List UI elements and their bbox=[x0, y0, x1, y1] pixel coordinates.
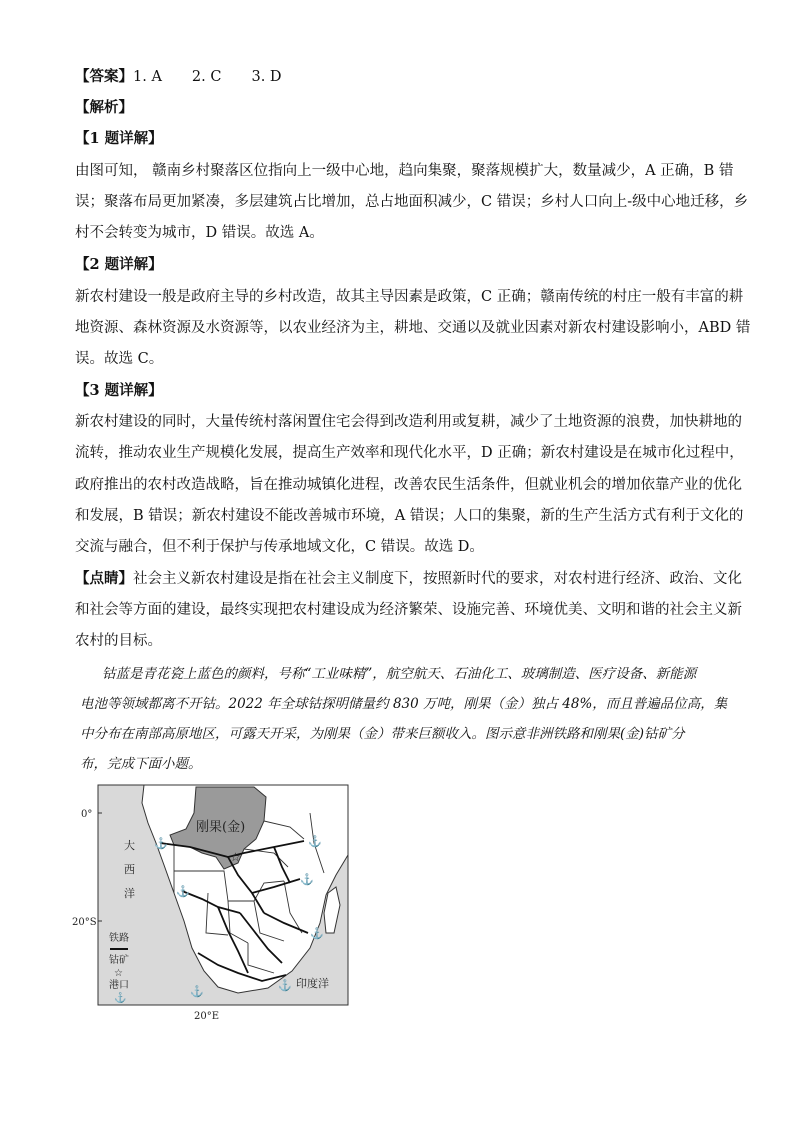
q2-text-line: 新农村建设一般是政府主导的乡村改造，故其主导因素是政策，C 正确；赣南传统的村庄一般有丰富的耕 bbox=[75, 289, 744, 305]
atlantic-label: 西 bbox=[124, 863, 135, 876]
legend-port-symbol: ⚓ bbox=[114, 993, 127, 1004]
passage-line: 布，完成下面小题。 bbox=[80, 756, 202, 772]
lat-20s-label: 20°S bbox=[72, 917, 97, 928]
tip-text-line: 和社会等方面的建设，最终实现把农村建设成为经济繁荣、设施完善、环境优美、文明和谐的社会主义新 bbox=[75, 602, 742, 618]
svg-text:⚓: ⚓ bbox=[190, 985, 204, 998]
q1-text-line: 村不会转变为城市，D 错误。故选 A。 bbox=[75, 225, 324, 241]
answer-label: 【答案】 bbox=[75, 68, 133, 85]
answer-item: 1. A bbox=[133, 69, 162, 85]
atlantic-label: 大 bbox=[124, 839, 135, 852]
tip-line bbox=[75, 570, 742, 588]
tip-text: 社会主义新农村建设是指在社会主义制度下，按照新时代的要求，对农村进行经济、政治、文化 bbox=[133, 571, 742, 587]
answer-item: 3. D bbox=[251, 69, 282, 85]
q1-text-line: 误；聚落布局更加紧凑，多层建筑占比增加，总占地面积减少，C 错误；乡村人口向上-级中心地迁移，乡 bbox=[75, 194, 749, 210]
q2-text-line: 误。故选 C。 bbox=[75, 351, 164, 367]
q3-text-line: 政府推出的农村改造战略，旨在推动城镇化进程，改善农民生活条件，但就业机会的增加依靠产业的优化 bbox=[75, 477, 742, 493]
africa-railway-cobalt-map bbox=[72, 783, 368, 1028]
svg-text:⚓: ⚓ bbox=[308, 835, 322, 848]
legend-cobalt-symbol: ☆ bbox=[114, 968, 123, 979]
q1-heading: 【1 题详解】 bbox=[75, 130, 163, 147]
passage-line: 电池等领域都离不开钴。2022 年全球钴探明储量约 830 万吨，刚果（金）独占 48%，而且普遍品位高，集 bbox=[80, 696, 728, 712]
drc-label: 刚果(金) bbox=[196, 820, 246, 835]
legend-railway-label: 铁路 bbox=[109, 933, 129, 944]
lat-0-label: 0° bbox=[81, 809, 93, 820]
q3-text-line: 新农村建设的同时，大量传统村落闲置住宅会得到改造利用或复耕，减少了土地资源的浪费，加快耕地的 bbox=[75, 414, 742, 430]
legend-port-label: 港口 bbox=[109, 980, 129, 991]
q2-heading: 【2 题详解】 bbox=[75, 256, 163, 273]
cobalt-mine-marker: ☆ bbox=[230, 850, 241, 864]
analysis-heading: 【解析】 bbox=[75, 99, 133, 116]
q3-text-line: 交流与融合，但不利于保护与传承地域文化，C 错误。故选 D。 bbox=[75, 539, 484, 555]
svg-text:⚓: ⚓ bbox=[278, 979, 292, 992]
svg-text:⚓: ⚓ bbox=[176, 885, 190, 898]
answer-line bbox=[75, 68, 282, 86]
svg-text:⚓: ⚓ bbox=[310, 927, 324, 940]
indian-ocean-label: 印度洋 bbox=[296, 977, 329, 990]
q2-text-line: 地资源、森林资源及水资源等，以农业经济为主，耕地、交通以及就业因素对新农村建设影响小，ABD 错 bbox=[75, 320, 751, 336]
passage-line: 钴蓝是青花瓷上蓝色的颜料，号称“工业味精”，航空航天、石油化工、玻璃制造、医疗设备、新能源 bbox=[102, 666, 697, 682]
svg-text:⚓: ⚓ bbox=[154, 837, 168, 850]
q1-text-line: 由图可知， 赣南乡村聚落区位指向上一级中心地，趋向集聚，聚落规模扩大，数量减少，A 正确，B 错 bbox=[75, 163, 734, 179]
q3-text-line: 和发展，B 错误；新农村建设不能改善城市环境，A 错误；人口的集聚，新的生产生活方式有利于文化的 bbox=[75, 508, 744, 524]
passage-line: 中分布在南部高原地区，可露天开采，为刚果（金）带来巨额收入。图示意非洲铁路和刚果(金)钴矿分 bbox=[80, 726, 685, 742]
legend-cobalt-label: 钴矿 bbox=[109, 955, 129, 966]
tip-text-line: 农村的目标。 bbox=[75, 633, 162, 649]
answer-item: 2. C bbox=[191, 69, 222, 85]
q3-text-line: 流转，推动农业生产规模化发展，提高生产效率和现代化水平，D 正确；新农村建设是在城市化过程中， bbox=[75, 445, 744, 461]
q3-heading: 【3 题详解】 bbox=[75, 382, 163, 399]
svg-text:⚓: ⚓ bbox=[300, 873, 314, 886]
lon-20e-label: 20°E bbox=[194, 1011, 220, 1022]
atlantic-label: 洋 bbox=[124, 887, 135, 900]
tip-label: 【点睛】 bbox=[75, 570, 133, 587]
